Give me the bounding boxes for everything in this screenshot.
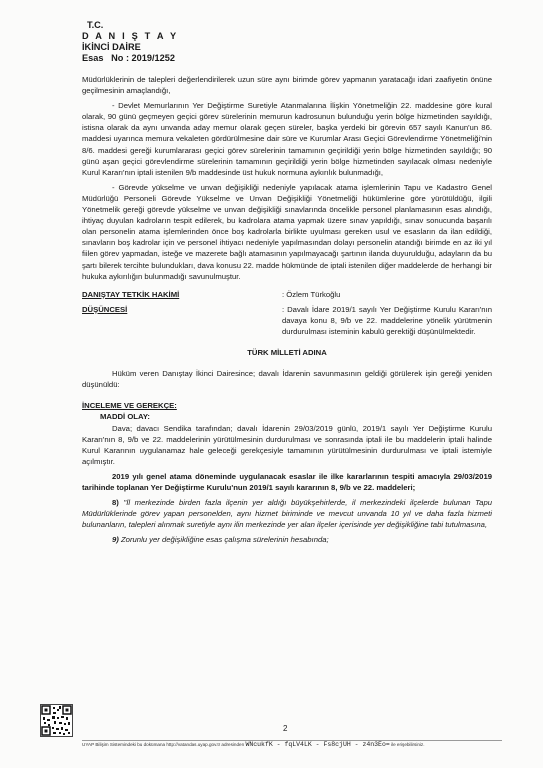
document-header <box>82 20 178 64</box>
paragraph-1: Müdürlüklerinin de talepleri değerlendirilerek uzun süre aynı birimde görev yapmanın yaratacağı idari zaafiyetin önüne geçilmesinin amaçlandığı, <box>82 75 492 96</box>
item-8 <box>82 497 492 530</box>
dusunce-value: : Davalı İdare 2019/1 sayılı Yer Değiştirme Kurulu Kararı'nın davaya konu 8, 9/b ve 22. maddelerine yönelik yürütmenin durdurulması isteminin kabulü gerektiği düşünülmektedir. <box>282 304 492 336</box>
esas-number: No : 2019/1252 <box>111 53 175 63</box>
item-9 <box>82 534 492 545</box>
maddi-olay-heading: MADDİ OLAY: <box>100 412 150 422</box>
dusunce-row <box>82 304 492 337</box>
item-9-number: 9) <box>112 535 119 545</box>
bold-paragraph: 2019 yılı genel atama döneminde uygulanacak esaslar ile ilke kararlarının tespiti amacıyla 29/03/2019 tarihinde toplanan Yer Değiştirme Kurulu'nun 2019/1 sayılı kararının 8, 9/b ve 22. maddeleri; <box>82 471 492 492</box>
item-9-text: Zorunlu yer değişikliğine esas çalışma sürelerinin hesabında; <box>120 535 329 545</box>
item-8-text: "İl merkezinde birden fazla ilçenin yer aldığı büyükşehirlerde, il merkezindeki ilçelerde bulunan Tapu Müdürlüklerinde görev yapan personelden, aynı hizmet biriminde ve mevcut unvanda 10 yıl ve daha fazla hizmeti bulunanların, talepleri alınmak suretiyle aynı ilin merkezinde yer alan ilçeler içerisinde yer değişikliğine tabi tutulmasına, <box>82 498 492 530</box>
turk-milleti-adina: TÜRK MİLLETİ ADINA <box>247 348 327 358</box>
item-8-number: 8) <box>112 498 119 508</box>
qr-code <box>40 704 73 737</box>
case-number <box>82 53 178 64</box>
tc-label: T.C. <box>87 20 104 30</box>
tetkik-hakimi-row <box>82 289 492 300</box>
chamber-name: İKİNCİ DAİRE <box>82 42 141 52</box>
dusunce-label: DÜŞÜNCESİ <box>82 304 128 314</box>
footer-suffix: ile erişebilirsiniz. <box>391 742 425 747</box>
paragraph-2: - Devlet Memurlarının Yer Değiştirme Suretiyle Atanmalarına İlişkin Yönetmeliğin 22. maddesine göre kural olarak, 90 günü geçmeyen geçici görev sürelerinin memurun kadrosunun bulunduğu yerin bölge hizmetinden sayıldığı, istisna olarak da aynı unvanda aday memur olarak geçen süreler, başka yerdeki bir görevin 657 sayılı Kanun'un 86. maddesi uyarınca memura vekaleten gördürülmesine dair süre ve Kurumlar Arası Geçici Görevlendirme Yönetmeliği'nin 8/6. maddesi gereği kurumlararası geçici görev sürelerinin tamamının geçirildiği yerin bölge hizmetinden sayıldığı; 90 günü aşan geçici görevlendirme sürelerinin tamamının geçirildiği yerin bölge hizmetinden sayılacak olması nedeniyle Kurul Kararı'nın iptali istenilen 9/b maddesinde üst hukuk normuna aykırılık bulunmadığı, <box>82 101 492 177</box>
footer-text: UYAP Bilişim Sistemindeki bu dokümana http://vatandas.uyap.gov.tr adresinden <box>82 742 245 747</box>
document-body <box>82 74 492 545</box>
page-number: 2 <box>283 724 288 733</box>
footer-code: WNcukfK - fqLV4LK - Fs8cjUH - z4n3Eo= <box>245 741 390 748</box>
paragraph-3: - Görevde yükselme ve unvan değişikliği nedeniyle yapılacak atama işlemlerinin Tapu ve Kadastro Genel Müdürlüğü Personeli Görevde Yükselme ve Unvan Değişikliği Yönetmeliği hükümlerine göre yürütüldüğü, ilgili Yönetmelik gereği görevde yükselme ve unvan değişikliği sınavlarında öncelikle personel planlamasının esas alındığı, ihtiyaç duyulan kadroların tespit edilerek, bu kadrolara atama yapmak üzere sınav yapıldığı, sınav sonucunda başarılı olan personelin atama işlemlerinden önce boş kadrolarla birlikte uyulması gereken usul ve esasların da ilan edildiği, sınavların boş kadrolar için ve personel ihtiyacı nedeniyle yapılmasından dolayı personelin atandığı birimde en az iki yıl fiilen görev yapmadan, isteğe ve mazerete bağlı atamasının yapılmayacağı şartının ilanda duyurulduğu, adayların da bu şartı bilerek tercihte bulundukları, dava konusu 22. madde hükmünde de iptali istenilen diğer maddelerde de herhangi bir hukuka aykırılığın bulunmadığı savunulmuştur. <box>82 182 492 281</box>
footer <box>82 742 502 748</box>
tetkik-hakimi-label: DANIŞTAY TETKİK HAKİMİ <box>82 289 180 299</box>
tetkik-hakimi-value: : Özlem Türkoğlu <box>282 289 341 299</box>
inceleme-heading: İNCELEME VE GEREKÇE: <box>82 401 177 411</box>
dava-paragraph: Dava; davacı Sendika tarafından; davalı İdarenin 29/03/2019 günlü, 2019/1 sayılı Yer Değiştirme Kurulu Kararı'nın 8, 9/b ve 22. maddelerinin yürütülmesinin durdurulması ve sonrasında iptali ile bu maddelerin iptali halinde Kurul Kararının uygulanamaz hale geleceği gerekçesiyle tamamının yürütülmesinin durdurulması ve iptali istemiyle açılmıştır. <box>82 423 492 466</box>
court-name: D A N I Ş T A Y <box>82 31 179 41</box>
esas-label: Esas <box>82 53 104 63</box>
hukum-paragraph: Hüküm veren Danıştay İkinci Dairesince; davalı İdarenin savunmasının geldiği görülerek işin gereği yeniden düşünüldü: <box>82 369 492 390</box>
